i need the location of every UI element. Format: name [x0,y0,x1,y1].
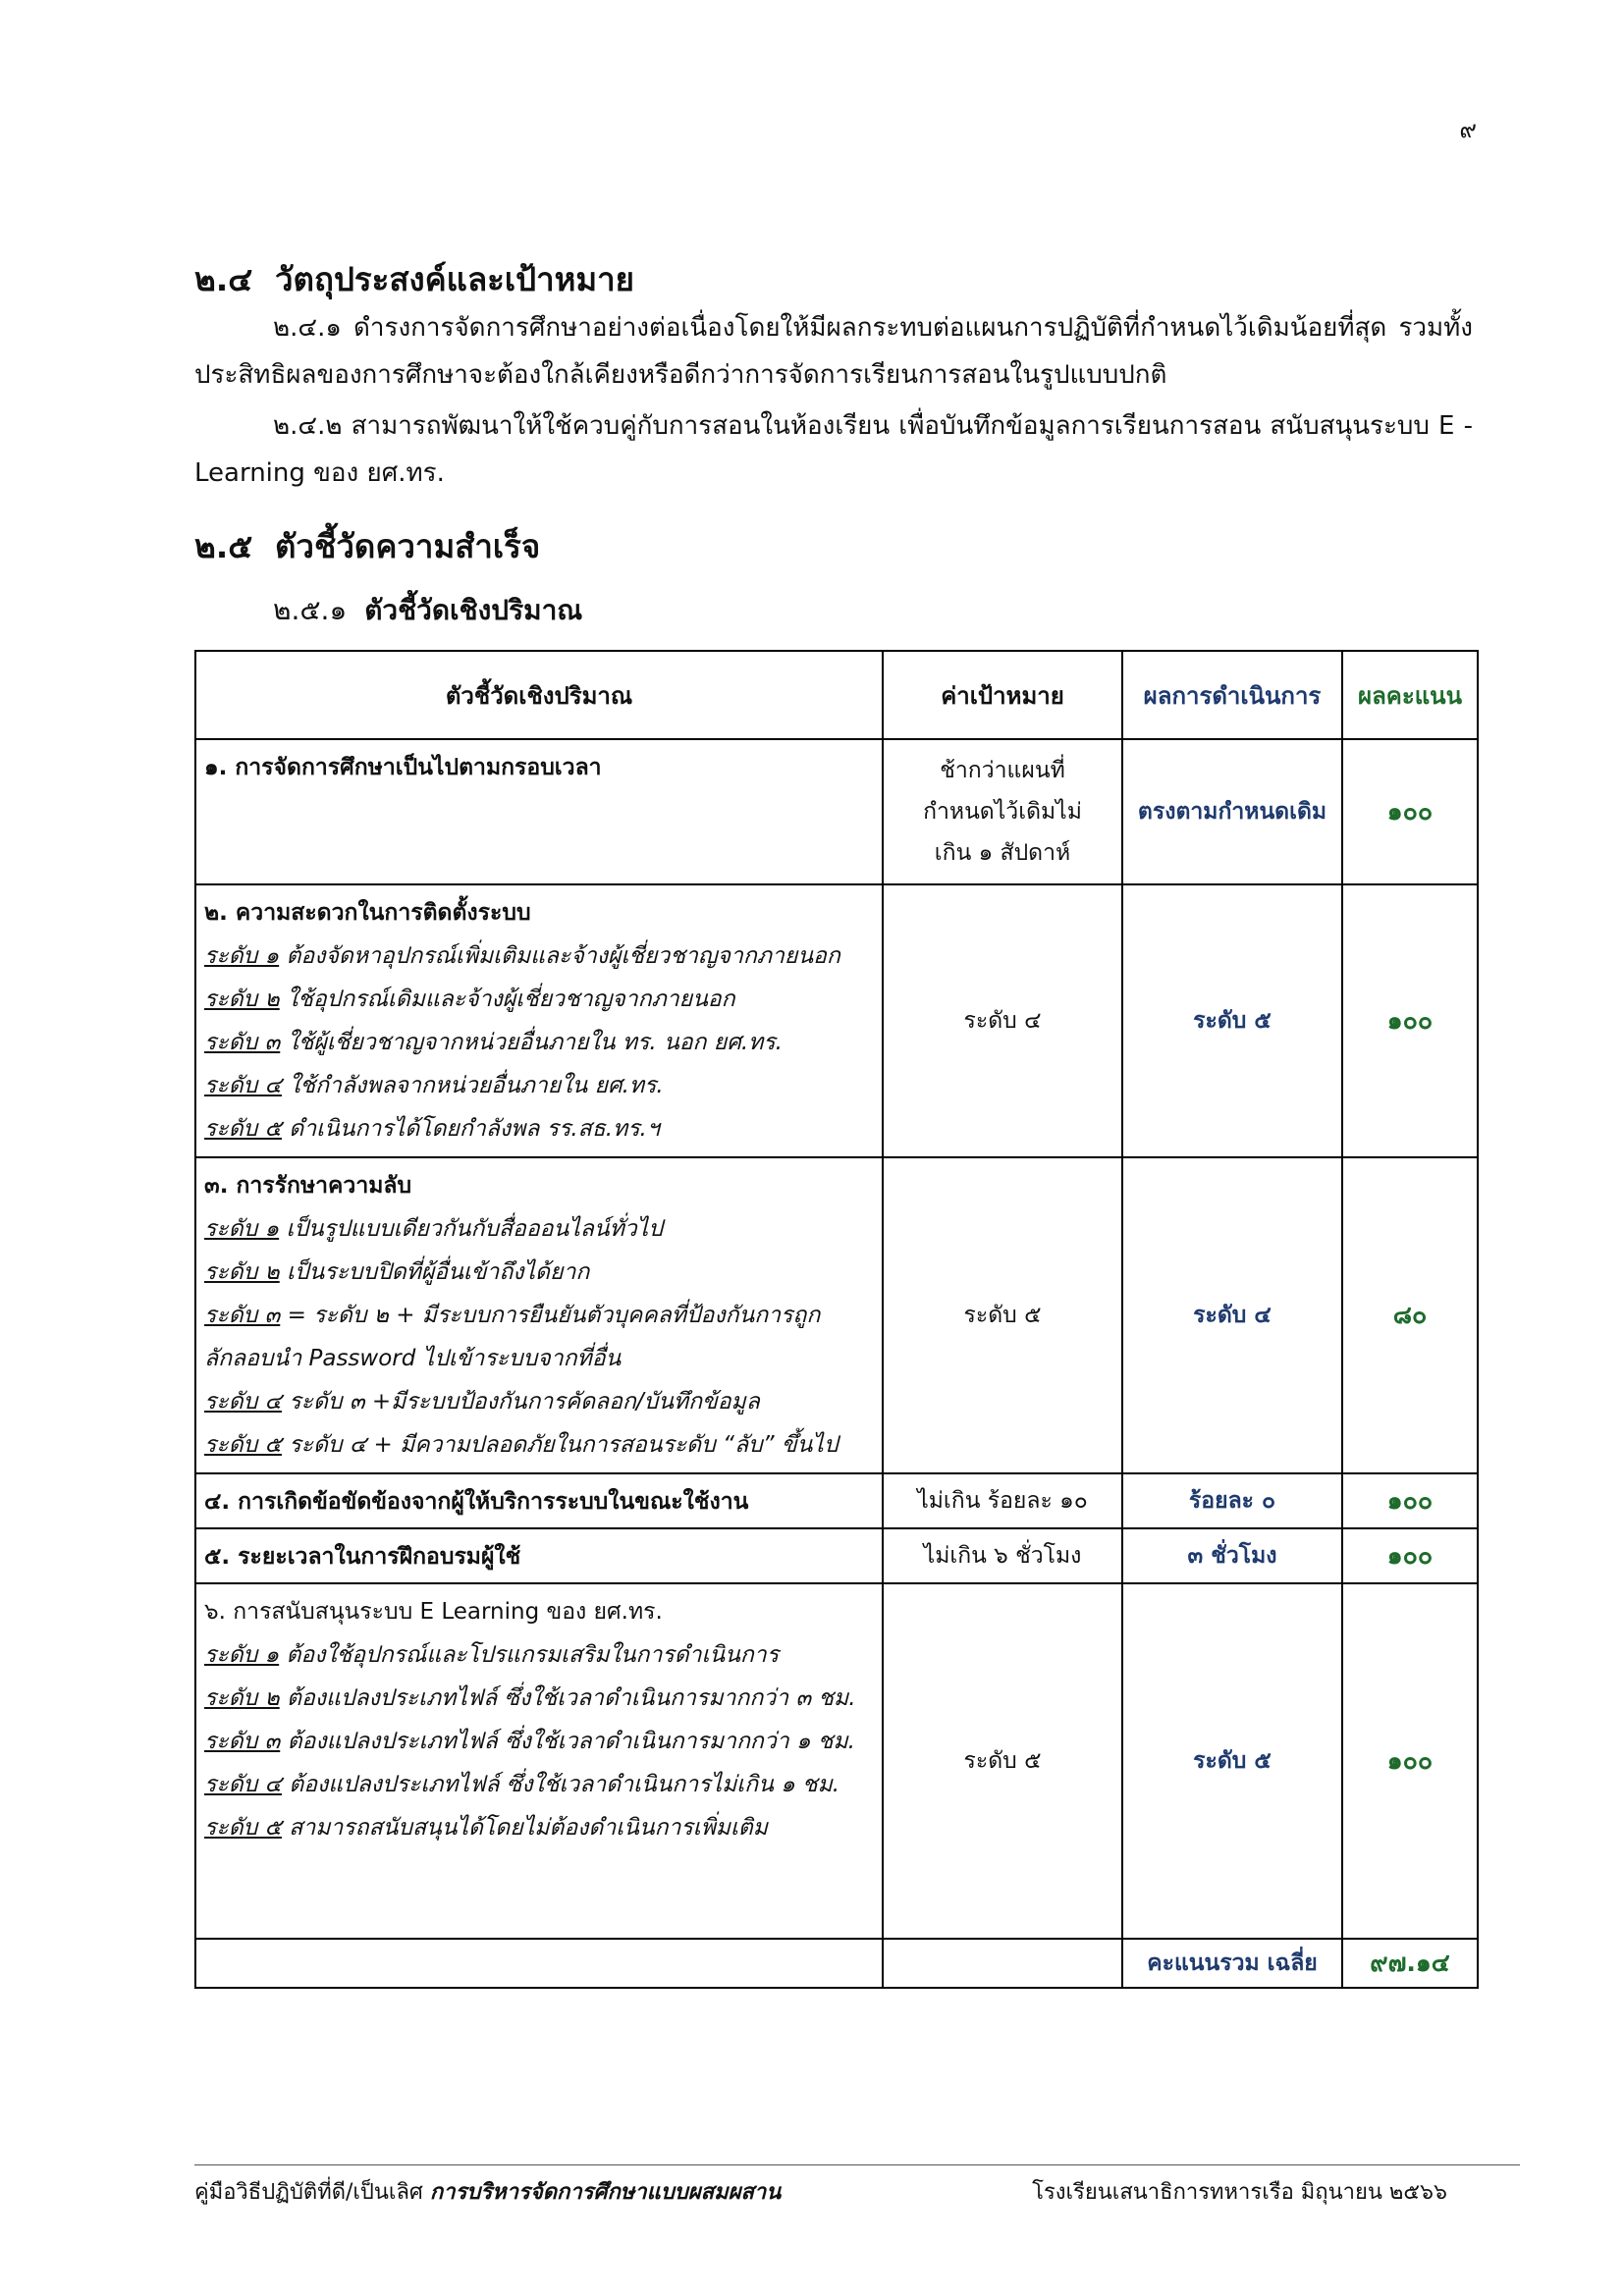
paragraph-text: ๒.๔.๑ ดำรงการจัดการศึกษาอย่างต่อเนื่องโดยให้มีผลกระทบต่อแผนการปฏิบัติที่กำหนดไว้เดิมน้อยที่สุด รวมทั้งประสิทธิผลของการศึกษาจะต้องใกล้เคียงหรือดีกว่าการจัดการเรียนการสอนในรูปแบบปกติ [194,313,1473,390]
indicator-title: ๓. การรักษาความลับ [204,1173,412,1199]
indicator-level [204,1294,874,1380]
total-empty-cell [883,1939,1122,1988]
total-label: คะแนนรวม เฉลี่ย [1122,1939,1342,1988]
table-row [195,739,1478,884]
score-cell: ๘๐ [1342,1157,1478,1473]
indicator-level [204,1380,874,1423]
target-cell: ช้ากว่าแผนที่กำหนดไว้เดิมไม่เกิน ๑ สัปดาห์ [883,739,1122,884]
level-label: ระดับ ๕ [204,1116,282,1142]
footer-manual-name: คู่มือวิธีปฏิบัติที่ดี/เป็นเลิศ [194,2180,430,2205]
result-cell: ร้อยละ ๐ [1122,1473,1342,1528]
table-row [195,884,1478,1157]
result-cell: ระดับ ๕ [1122,1583,1342,1939]
indicator-level [204,1021,874,1064]
level-label: ระดับ ๓ [204,1030,281,1055]
indicator-title: ๔. การเกิดข้อขัดข้องจากผู้ให้บริการระบบในขณะใช้งาน [204,1489,749,1515]
section-number: ๒.๕ [194,527,253,565]
level-text: สามารถสนับสนุนได้โดยไม่ต้องดำเนินการเพิ่มเติม [281,1815,768,1841]
header-indicator: ตัวชี้วัดเชิงปริมาณ [195,651,883,739]
total-score: ๙๗.๑๔ [1342,1939,1478,1988]
table-row [195,1583,1478,1939]
footer-right: โรงเรียนเสนาธิการทหารเรือ มิถุนายน ๒๕๖๖ [1032,2180,1447,2205]
indicator-cell [195,884,883,1157]
score-cell: ๑๐๐ [1342,1473,1478,1528]
table-row [195,1157,1478,1473]
section-title: วัตถุประสงค์และเป้าหมาย [275,260,635,298]
level-label: ระดับ ๕ [204,1815,282,1841]
level-text: ใช้กำลังพลจากหน่วยอื่นภายใน ยศ.ทร. [281,1073,664,1098]
indicator-level [204,1251,874,1294]
level-label: ระดับ ๔ [204,1073,282,1098]
indicator-level [204,1677,874,1720]
score-cell: ๑๐๐ [1342,884,1478,1157]
header-target: ค่าเป้าหมาย [883,651,1122,739]
level-label: ระดับ ๔ [204,1389,282,1415]
result-cell: ตรงตามกำหนดเดิม [1122,739,1342,884]
indicator-level [204,934,874,978]
subsection-heading [273,589,582,632]
indicator-cell [195,1528,883,1583]
paragraph-text: ๒.๔.๒ สามารถพัฒนาให้ใช้ควบคู่กับการสอนในห้องเรียน เพื่อบันทึกข้อมูลการเรียนการสอน สนับสนุนระบบ E - Learning ของ ยศ.ทร. [194,411,1473,488]
result-cell: ระดับ ๔ [1122,1157,1342,1473]
level-text: = ระดับ ๒ + มีระบบการยืนยันตัวบุคคลที่ป้องกันการถูกลักลอบนำ Password ไปเข้าระบบจากที่อื่น [204,1303,821,1371]
indicator-level [204,1806,874,1849]
paragraph-objective-2 [194,402,1473,497]
indicator-level [204,1423,874,1467]
total-empty-cell [195,1939,883,1988]
section-heading-objectives [194,253,634,305]
score-cell: ๑๐๐ [1342,739,1478,884]
level-label: ระดับ ๓ [204,1729,281,1754]
level-label: ระดับ ๑ [204,943,280,969]
table-row [195,1528,1478,1583]
result-cell: ระดับ ๕ [1122,884,1342,1157]
section-title: ตัวชี้วัดความสำเร็จ [275,527,541,565]
paragraph-objective-1 [194,304,1473,399]
score-cell: ๑๐๐ [1342,1583,1478,1939]
indicator-level [204,1763,874,1806]
indicator-title: ๖. การสนับสนุนระบบ E Learning ของ ยศ.ทร. [204,1599,663,1625]
header-result: ผลการดำเนินการ [1122,651,1342,739]
indicator-title: ๒. ความสะดวกในการติดตั้งระบบ [204,900,531,926]
target-cell: ไม่เกิน ร้อยละ ๑๐ [883,1473,1122,1528]
footer-divider [194,2164,1520,2165]
indicator-level [204,1633,874,1677]
target-cell: ระดับ ๔ [883,884,1122,1157]
target-cell: ระดับ ๕ [883,1157,1122,1473]
result-cell: ๓ ชั่วโมง [1122,1528,1342,1583]
page-number: ๙ [1459,116,1477,143]
level-text: เป็นรูปแบบเดียวกันกับสื่อออนไลน์ทั่วไป [279,1216,663,1242]
level-label: ระดับ ๔ [204,1772,282,1797]
level-text: ต้องจัดหาอุปกรณ์เพิ่มเติมและจ้างผู้เชี่ยวชาญจากภายนอก [279,943,840,969]
indicator-title: ๑. การจัดการศึกษาเป็นไปตามกรอบเวลา [204,755,602,780]
footer-manual-topic: การบริหารจัดการศึกษาแบบผสมผสาน [429,2180,782,2205]
level-text: ต้องแปลงประเภทไฟล์ ซึ่งใช้เวลาดำเนินการมากกว่า ๑ ชม. [280,1729,855,1754]
section-number: ๒.๔ [194,260,253,298]
footer-left [194,2174,781,2209]
level-text: ดำเนินการได้โดยกำลังพล รร.สธ.ทร.ฯ [281,1116,660,1142]
kpi-table [194,650,1479,1989]
indicator-cell [195,1473,883,1528]
score-cell: ๑๐๐ [1342,1528,1478,1583]
indicator-level [204,1107,874,1150]
header-score: ผลคะแนน [1342,651,1478,739]
level-text: ระดับ ๓ +มีระบบป้องกันการคัดลอก/บันทึกข้อมูล [281,1389,760,1415]
target-cell: ไม่เกิน ๖ ชั่วโมง [883,1528,1122,1583]
level-label: ระดับ ๓ [204,1303,281,1328]
level-text: เป็นระบบปิดที่ผู้อื่นเข้าถึงได้ยาก [279,1259,590,1285]
indicator-level [204,1064,874,1107]
level-text: ต้องแปลงประเภทไฟล์ ซึ่งใช้เวลาดำเนินการมากกว่า ๓ ชม. [279,1685,856,1711]
table-total-row [195,1939,1478,1988]
level-label: ระดับ ๒ [204,1259,280,1285]
table-header-row [195,651,1478,739]
indicator-cell [195,1583,883,1939]
level-text: ใช้อุปกรณ์เดิมและจ้างผู้เชี่ยวชาญจากภายนอก [279,987,735,1012]
indicator-title: ๕. ระยะเวลาในการฝึกอบรมผู้ใช้ [204,1544,521,1570]
section-heading-kpi [194,520,540,572]
indicator-level [204,1720,874,1763]
indicator-level [204,978,874,1021]
level-label: ระดับ ๒ [204,1685,280,1711]
table-row [195,1473,1478,1528]
indicator-cell [195,1157,883,1473]
indicator-level [204,1207,874,1251]
level-text: ใช้ผู้เชี่ยวชาญจากหน่วยอื่นภายใน ทร. นอก ยศ.ทร. [280,1030,783,1055]
level-label: ระดับ ๑ [204,1642,280,1668]
level-text: ต้องแปลงประเภทไฟล์ ซึ่งใช้เวลาดำเนินการไม่เกิน ๑ ชม. [281,1772,840,1797]
target-cell: ระดับ ๕ [883,1583,1122,1939]
level-text: ต้องใช้อุปกรณ์และโปรแกรมเสริมในการดำเนินการ [279,1642,780,1668]
subsection-title: ตัวชี้วัดเชิงปริมาณ [364,594,583,626]
level-text: ระดับ ๔ + มีความปลอดภัยในการสอนระดับ “ลับ” ขึ้นไป [281,1432,839,1458]
subsection-number: ๒.๕.๑ [273,594,348,626]
level-label: ระดับ ๕ [204,1432,282,1458]
indicator-cell [195,739,883,884]
level-label: ระดับ ๑ [204,1216,280,1242]
level-label: ระดับ ๒ [204,987,280,1012]
